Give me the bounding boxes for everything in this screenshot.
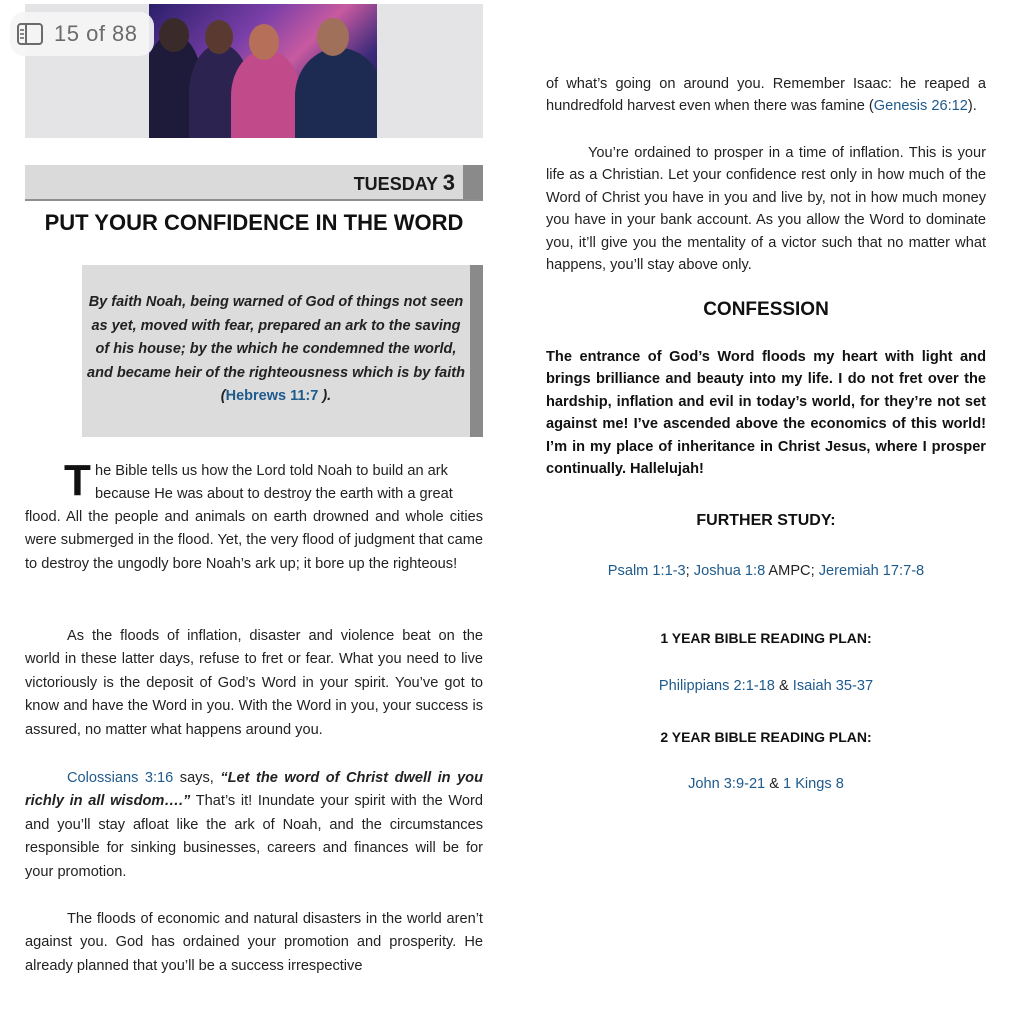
- page-indicator[interactable]: [10, 12, 154, 56]
- paragraph-4-continued: [546, 73, 986, 118]
- drop-cap: T: [64, 456, 91, 505]
- scripture-close: ).: [318, 388, 332, 404]
- audience-photo: [149, 4, 377, 138]
- day-name: TUESDAY: [353, 174, 438, 194]
- colossians-link[interactable]: Colossians 3:16: [67, 770, 174, 786]
- day-number: 3: [442, 170, 455, 195]
- confession-text: The entrance of God’s Word floods my heart with light and brings brilliance and beauty into my life. I do not fret over the hardship, inflation and evil in today’s world, for they’re not set against me! I’ve ascended above the economics of this world! I’m in my place of inheritance in Christ Jesus, where I prosper continually. Hallelujah!: [546, 349, 986, 478]
- paragraph-4: The floods of economic and natural disasters in the world aren’t against you. God has ordained your promotion and prosperity. He already planned that you’ll be a success irrespective: [25, 911, 483, 974]
- paragraph-1-line-1: he Bible tells us how the Lord told Noah to build an ark: [95, 463, 448, 479]
- paragraph-3: [25, 767, 483, 884]
- further-study-sep: ;: [685, 563, 694, 579]
- paragraph-3-says: says,: [173, 770, 221, 786]
- paragraph-3-quote: “Let the word of Christ dwell in you richly in all wisdom….”: [25, 770, 484, 810]
- kings-link[interactable]: 1 Kings 8: [783, 776, 844, 792]
- paragraph-1-line-2: because He was about to destroy the earth with a great: [95, 486, 453, 502]
- paragraph-3-rest: That’s it! Inundate your spirit with the Word and you’ll stay afloat like the ark of Noah, and the circumstances responsible for sinking businesses, careers and finances will be for your promotion.: [25, 793, 483, 880]
- paragraph-4-cont-text: of what’s going on around you. Remember Isaac: he reaped a hundredfold harvest even when there was famine (: [546, 76, 986, 115]
- further-study-heading: FURTHER STUDY:: [696, 512, 836, 529]
- scripture-box-accent: [470, 265, 483, 437]
- joshua-link[interactable]: Joshua 1:8: [693, 563, 766, 579]
- one-year-amp: &: [774, 678, 793, 694]
- genesis-link[interactable]: Genesis 26:12: [873, 98, 968, 115]
- date-label: [354, 170, 455, 196]
- book-pages-icon: [16, 22, 44, 46]
- devotional-title: PUT YOUR CONFIDENCE IN THE WORD: [44, 210, 464, 235]
- two-year-amp: &: [765, 776, 784, 792]
- paragraph-2: As the floods of inflation, disaster and violence beat on the world in these latter days, refuse to fret or fear. What you need to live victoriously is the deposit of God’s Word in your spirit. You’ve got to know and have the Word in you. With the Word in you, your success is assured, no matter what happens around you.: [25, 628, 483, 738]
- paragraph-1-rest: flood. All the people and animals on earth drowned and whole cities were submerged in the flood. Yet, the very flood of judgment that came to destroy the ungodly bore Noah’s ark up; it bore up the righteous!: [25, 509, 483, 572]
- further-study-refs: [546, 563, 986, 579]
- one-year-plan-refs: [546, 678, 986, 694]
- scripture-open: (: [220, 388, 226, 404]
- page-indicator-text: 15 of 88: [54, 21, 138, 46]
- ampc-label: AMPC;: [765, 563, 819, 579]
- confession-heading: CONFESSION: [703, 299, 829, 320]
- one-year-plan-heading: 1 YEAR BIBLE READING PLAN:: [660, 630, 872, 646]
- paragraph-5: You’re ordained to prosper in a time of inflation. This is your life as a Christian. Let your confidence rest only in how much of the Word of Christ you have in you and live by, not in how much money you have in your bank account. As you allow the Word to dominate you, it’ll give you the mentality of a victor such that no matter what happens, you’ll stay above only.: [546, 145, 986, 274]
- two-year-plan-heading: 2 YEAR BIBLE READING PLAN:: [660, 729, 872, 745]
- isaiah-link[interactable]: Isaiah 35-37: [792, 678, 874, 694]
- date-bar-accent: [463, 165, 483, 199]
- jeremiah-link[interactable]: Jeremiah 17:7-8: [818, 563, 925, 579]
- scripture-ref-link[interactable]: Hebrews 11:7: [225, 388, 319, 404]
- scripture-quote: By faith Noah, being warned of God of things not seen as yet, moved with fear, prepared an ark to the saving of his house; by the which he condemned the world, and became heir of the righteousness which is by faith: [87, 294, 465, 381]
- paragraph-4-end: ).: [967, 98, 977, 115]
- philippians-link[interactable]: Philippians 2:1-18: [658, 678, 775, 694]
- scripture-text: [84, 291, 468, 409]
- psalm-link[interactable]: Psalm 1:1-3: [607, 563, 686, 579]
- two-year-plan-refs: [546, 776, 986, 792]
- john-link[interactable]: John 3:9-21: [688, 776, 766, 792]
